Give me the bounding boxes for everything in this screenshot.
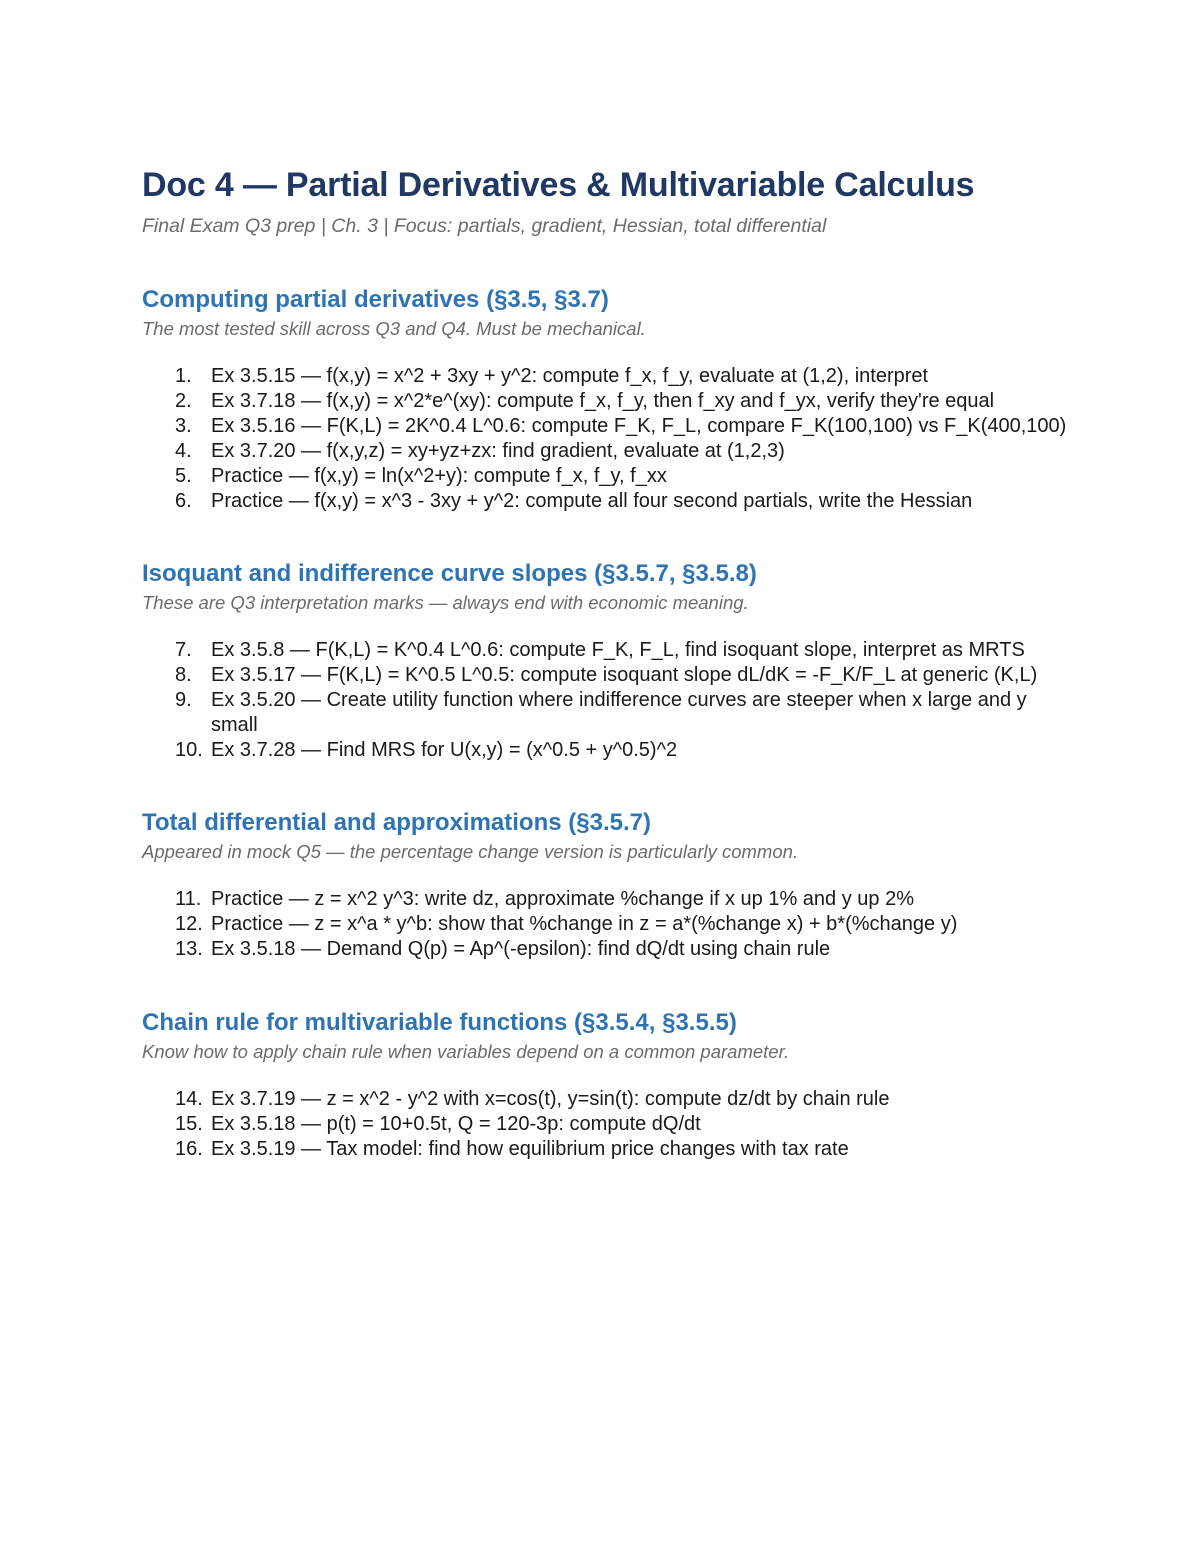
item-number: 6. [175,490,192,512]
item-text: Ex 3.5.8 — F(K,L) = K^0.4 L^0.6: compute F_K, F_L, find isoquant slope, interpret as MRTS [211,639,1025,661]
list-item [142,738,1072,763]
exercise-list [142,364,1072,514]
item-number: 11. [175,888,202,910]
section-heading: Isoquant and indifference curve slopes (§3.5.7, §3.5.8) [142,560,757,587]
list-item [142,389,1072,414]
list-item [142,489,1072,514]
section-note: The most tested skill across Q3 and Q4. Must be mechanical. [142,318,646,339]
item-text: Practice — f(x,y) = ln(x^2+y): compute f_x, f_y, f_xx [211,465,667,487]
item-text: Ex 3.7.19 — z = x^2 - y^2 with x=cos(t), y=sin(t): compute dz/dt by chain rule [211,1088,890,1110]
list-item [142,663,1072,688]
item-text: Ex 3.7.18 — f(x,y) = x^2*e^(xy): compute f_x, f_y, then f_xy and f_yx, verify they're equal [211,390,995,412]
list-item [142,364,1072,389]
item-text: Ex 3.5.15 — f(x,y) = x^2 + 3xy + y^2: compute f_x, f_y, evaluate at (1,2), interpret [211,365,929,387]
document-title: Doc 4 — Partial Derivatives & Multivariable Calculus [142,166,975,204]
item-number: 8. [175,664,192,686]
document-subtitle: Final Exam Q3 prep | Ch. 3 | Focus: partials, gradient, Hessian, total differential [142,215,827,237]
section-note: Know how to apply chain rule when variables depend on a common parameter. [142,1041,790,1062]
item-number: 1. [175,365,192,387]
section-chain-rule [142,1006,1072,1162]
list-item [142,638,1072,663]
list-item [142,912,1072,937]
item-text: Ex 3.5.17 — F(K,L) = K^0.5 L^0.5: compute isoquant slope dL/dK = -F_K/F_L at generic (K,L) [211,664,1038,686]
list-item [142,937,1072,962]
section-heading: Total differential and approximations (§3.5.7) [142,809,651,836]
item-number: 15. [175,1113,203,1135]
item-number: 7. [175,639,192,661]
item-number: 4. [175,440,192,462]
section-isoquant-slopes [142,557,1072,763]
item-text: Ex 3.5.18 — Demand Q(p) = Ap^(-epsilon): find dQ/dt using chain rule [211,938,831,960]
item-number: 16. [175,1138,203,1160]
item-text: Ex 3.5.19 — Tax model: find how equilibrium price changes with tax rate [211,1138,849,1160]
item-text: Practice — f(x,y) = x^3 - 3xy + y^2: compute all four second partials, write the Hessian [211,490,973,512]
item-number: 9. [175,689,192,711]
item-text: Practice — z = x^2 y^3: write dz, approximate %change if x up 1% and y up 2% [211,888,914,910]
item-number: 10. [175,739,203,761]
section-note: Appeared in mock Q5 — the percentage change version is particularly common. [142,841,799,862]
section-total-differential [142,806,1072,962]
exercise-list [142,638,1072,763]
list-item [142,439,1072,464]
item-number: 2. [175,390,192,412]
list-item [142,688,1072,738]
document-page [142,160,1072,1162]
list-item [142,1112,1072,1137]
section-heading: Chain rule for multivariable functions (§3.5.4, §3.5.5) [142,1009,737,1036]
item-number: 5. [175,465,192,487]
item-text: Ex 3.5.18 — p(t) = 10+0.5t, Q = 120-3p: compute dQ/dt [211,1113,701,1135]
item-text: Ex 3.7.28 — Find MRS for U(x,y) = (x^0.5 + y^0.5)^2 [211,739,678,761]
list-item [142,1087,1072,1112]
item-text: Ex 3.5.20 — Create utility function where indifference curves are steeper when x large and y small [211,689,1027,736]
item-number: 14. [175,1088,203,1110]
item-text: Ex 3.5.16 — F(K,L) = 2K^0.4 L^0.6: compute F_K, F_L, compare F_K(100,100) vs F_K(400,100) [211,415,1067,437]
exercise-list [142,1087,1072,1162]
exercise-list [142,887,1072,962]
item-text: Practice — z = x^a * y^b: show that %change in z = a*(%change x) + b*(%change y) [211,913,958,935]
item-number: 3. [175,415,192,437]
list-item [142,1137,1072,1162]
item-text: Ex 3.7.20 — f(x,y,z) = xy+yz+zx: find gradient, evaluate at (1,2,3) [211,440,785,462]
list-item [142,414,1072,439]
list-item [142,887,1072,912]
section-heading: Computing partial derivatives (§3.5, §3.7) [142,286,609,313]
list-item [142,464,1072,489]
item-number: 12. [175,913,203,935]
section-note: These are Q3 interpretation marks — always end with economic meaning. [142,592,749,613]
item-number: 13. [175,938,203,960]
section-partial-derivatives [142,283,1072,514]
